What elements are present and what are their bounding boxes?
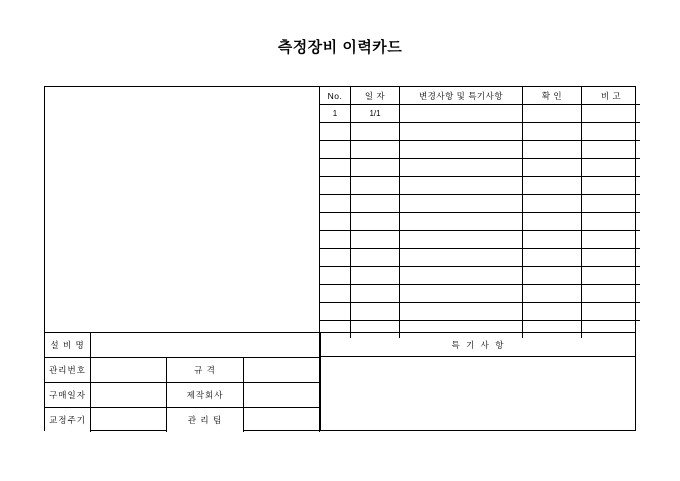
cell-confirm[interactable] — [523, 267, 582, 285]
cell-confirm[interactable] — [523, 195, 582, 213]
label-calibration-cycle: 교정주기 — [45, 408, 91, 433]
label-mgmt-team: 관 리 팀 — [167, 408, 243, 433]
table-row[interactable] — [320, 267, 640, 285]
cell-date[interactable] — [351, 303, 400, 321]
table-row[interactable] — [320, 249, 640, 267]
cell-no[interactable] — [320, 141, 351, 159]
cell-date[interactable] — [351, 213, 400, 231]
history-table — [320, 87, 636, 333]
remarks-header: 특 기 사 항 — [321, 333, 636, 357]
cell-note[interactable] — [582, 213, 641, 231]
value-spec[interactable] — [243, 358, 319, 383]
cell-description[interactable] — [400, 231, 523, 249]
equipment-info-table — [45, 333, 320, 431]
info-row-calibration-cycle — [45, 408, 320, 433]
cell-no[interactable] — [320, 177, 351, 195]
cell-note[interactable] — [582, 231, 641, 249]
cell-date[interactable] — [351, 177, 400, 195]
cell-description[interactable] — [400, 159, 523, 177]
column-header-confirm: 확 인 — [523, 87, 582, 105]
photo-or-notes-area[interactable] — [45, 87, 320, 333]
cell-date[interactable] — [351, 267, 400, 285]
label-mgmt-no: 관리번호 — [45, 358, 91, 383]
value-equipment-name[interactable] — [91, 333, 320, 358]
page-title: 측정장비 이력카드 — [277, 39, 403, 56]
cell-note[interactable] — [582, 141, 641, 159]
cell-date[interactable] — [351, 159, 400, 177]
label-equipment-name: 설 비 명 — [45, 333, 91, 358]
table-row[interactable] — [320, 303, 640, 321]
cell-description[interactable] — [400, 177, 523, 195]
cell-note[interactable] — [582, 267, 641, 285]
cell-description[interactable] — [400, 141, 523, 159]
cell-note[interactable] — [582, 195, 641, 213]
column-header-date: 일 자 — [351, 87, 400, 105]
cell-description[interactable] — [400, 285, 523, 303]
label-maker: 제작회사 — [167, 383, 243, 408]
value-maker[interactable] — [243, 383, 319, 408]
cell-note[interactable] — [582, 303, 641, 321]
cell-no[interactable] — [320, 231, 351, 249]
info-row-equipment-name — [45, 333, 320, 358]
cell-date[interactable]: 1/1 — [351, 105, 400, 123]
table-row[interactable] — [320, 177, 640, 195]
cell-confirm[interactable] — [523, 285, 582, 303]
cell-confirm[interactable] — [523, 303, 582, 321]
cell-description[interactable] — [400, 105, 523, 123]
cell-no[interactable] — [320, 159, 351, 177]
cell-description[interactable] — [400, 303, 523, 321]
column-header-note: 비 고 — [582, 87, 641, 105]
cell-confirm[interactable] — [523, 159, 582, 177]
cell-note[interactable] — [582, 177, 641, 195]
table-row[interactable] — [320, 213, 640, 231]
cell-no[interactable]: 1 — [320, 105, 351, 123]
cell-no[interactable] — [320, 303, 351, 321]
table-row[interactable] — [320, 195, 640, 213]
value-mgmt-no[interactable] — [91, 358, 167, 383]
cell-note[interactable] — [582, 285, 641, 303]
label-spec: 규 격 — [167, 358, 243, 383]
table-row[interactable] — [320, 141, 640, 159]
table-row[interactable] — [320, 285, 640, 303]
info-row-purchase-date — [45, 383, 320, 408]
cell-description[interactable] — [400, 213, 523, 231]
cell-date[interactable] — [351, 141, 400, 159]
table-row[interactable] — [320, 123, 640, 141]
cell-confirm[interactable] — [523, 105, 582, 123]
value-purchase-date[interactable] — [91, 383, 167, 408]
cell-date[interactable] — [351, 285, 400, 303]
cell-date[interactable] — [351, 195, 400, 213]
remarks-section — [320, 333, 636, 431]
table-row[interactable] — [320, 231, 640, 249]
cell-no[interactable] — [320, 267, 351, 285]
cell-note[interactable] — [582, 249, 641, 267]
table-row[interactable] — [320, 105, 640, 123]
cell-date[interactable] — [351, 123, 400, 141]
cell-no[interactable] — [320, 213, 351, 231]
cell-date[interactable] — [351, 231, 400, 249]
column-header-no: No. — [320, 87, 351, 105]
cell-confirm[interactable] — [523, 249, 582, 267]
label-purchase-date: 구매일자 — [45, 383, 91, 408]
column-header-description: 변경사항 및 특기사항 — [400, 87, 523, 105]
cell-description[interactable] — [400, 195, 523, 213]
cell-confirm[interactable] — [523, 231, 582, 249]
table-row[interactable] — [320, 159, 640, 177]
value-mgmt-team[interactable] — [243, 408, 319, 433]
info-row-mgmt-no — [45, 358, 320, 383]
cell-confirm[interactable] — [523, 177, 582, 195]
cell-confirm[interactable] — [523, 213, 582, 231]
remarks-body[interactable] — [321, 357, 636, 431]
table-header-row — [320, 87, 640, 105]
cell-description[interactable] — [400, 123, 523, 141]
cell-no[interactable] — [320, 195, 351, 213]
cell-note[interactable] — [582, 123, 641, 141]
cell-no[interactable] — [320, 249, 351, 267]
cell-confirm[interactable] — [523, 123, 582, 141]
cell-date[interactable] — [351, 249, 400, 267]
cell-confirm[interactable] — [523, 141, 582, 159]
cell-note[interactable] — [582, 159, 641, 177]
cell-description[interactable] — [400, 267, 523, 285]
cell-no[interactable] — [320, 285, 351, 303]
value-calibration-cycle[interactable] — [91, 408, 167, 433]
cell-note[interactable] — [582, 105, 641, 123]
history-card-sheet — [44, 86, 636, 431]
cell-description[interactable] — [400, 249, 523, 267]
cell-no[interactable] — [320, 123, 351, 141]
